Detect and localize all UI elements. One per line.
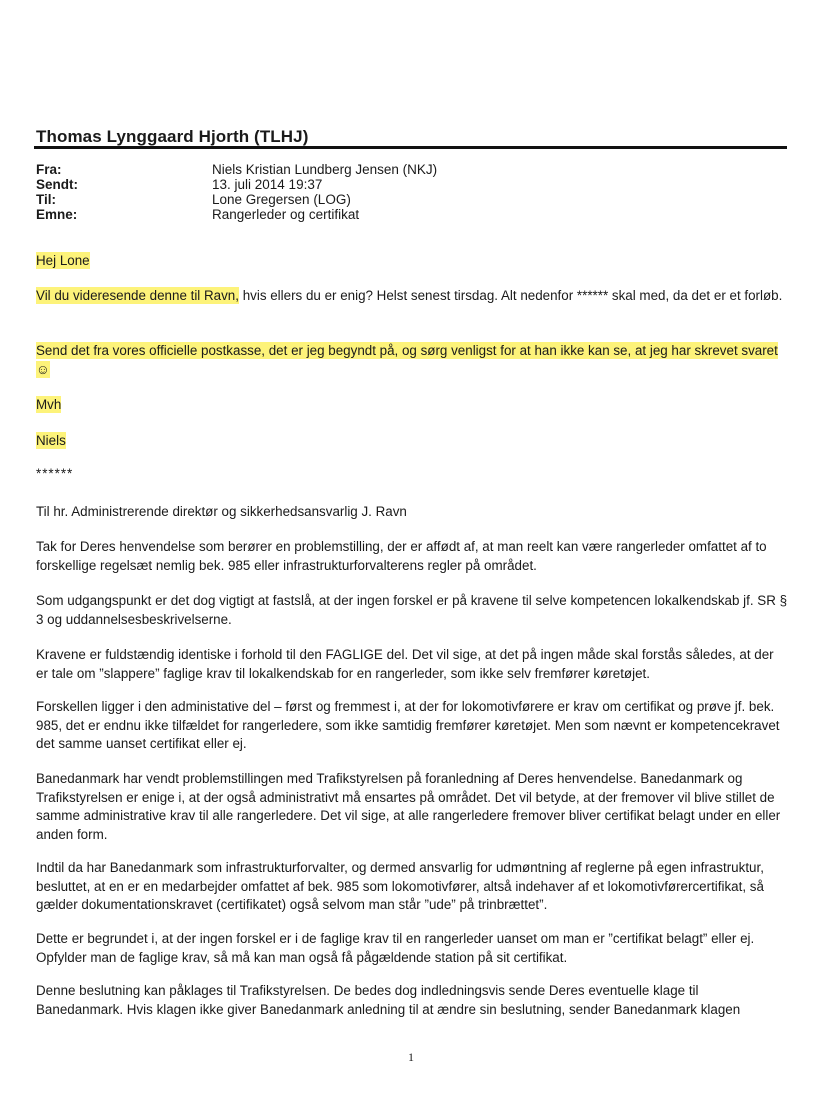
paragraph: Kravene er fuldstændig identiske i forhold til den FAGLIGE del. Det vil sige, at det på ingen måde skal forstås således, at der er tale om ”slappere” faglige krav til lokalkendskab for en rangerleder, som ikke selv fremfører køretøjet. — [36, 647, 774, 681]
paragraph-send-instructions — [36, 342, 781, 379]
paragraph: Tak for Deres henvendelse som berører en problemstilling, der er affødt af, at man reelt kan være rangerleder omfattet af to forskellige regelsæt nemlig bek. 985 eller infrastrukturforvalterens regler på området. — [36, 539, 767, 573]
paragraph: Forskellen ligger i den administative del – først og fremmest i, at der for lokomotivførere er krav om certifikat og prøve jf. bek. 985, det er endnu ikke tilfældet for rangerledere, som ikke samtidig fremfører køretøjet. Men som nævnt er kompetencekravet det samme uanset certifikat eller ej. — [36, 699, 780, 752]
paragraph-forward-request: Vil du videresende denne til Ravn, hvis ellers du er enig? Helst senest tirsdag. Alt nedenfor ****** skal med, da det er et forløb. — [36, 288, 783, 303]
header-label: Fra: — [36, 162, 62, 177]
sender-name: Thomas Lynggaard Hjorth (TLHJ) — [36, 127, 309, 146]
separator: ****** — [36, 466, 74, 481]
header-label: Emne: — [36, 207, 78, 222]
paragraph: Denne beslutning kan påklages til Trafikstyrelsen. De bedes dog indledningsvis sende Deres eventuelle klage til Banedanmark. Hvis klagen ikke giver Banedanmark anledning til at ændre sin beslutning, sender Banedanmark klagen — [36, 983, 741, 1017]
paragraph: Som udgangspunkt er det dog vigtigt at fastslå, at der ingen forskel er på kravene til selve kompetencen lokalkendskab jf. SR § 3 og uddannelsesbeskrivelserne. — [36, 593, 788, 627]
highlighted-text: Vil du videresende denne til Ravn, — [36, 288, 239, 303]
header-value: Rangerleder og certifikat — [212, 207, 360, 222]
paragraph: Indtil da har Banedanmark som infrastrukturforvalter, og dermed ansvarlig for udmøntning af reglerne på egen infrastruktur, besluttet, at en er en medarbejder omfattet af bek. 985 som lokomotivfører, altså indehaver af et lokomotivførercertifikat, så gælder dokumentationskravet (certifikatet) også selvom man står ”ude” på trinbrættet”. — [36, 860, 764, 913]
header-rule — [34, 146, 787, 149]
signature: Niels — [36, 433, 66, 448]
header-value: Lone Gregersen (LOG) — [212, 192, 351, 207]
paragraph: Dette er begrundet i, at der ingen forskel er i de faglige krav til en rangerleder uanset om man er ”certifikat belagt” eller ej. Opfylder man de faglige krav, så må kan man også få pågældende station på sit certifikat. — [36, 931, 755, 965]
header-value: Niels Kristian Lundberg Jensen (NKJ) — [212, 162, 438, 177]
paragraph: Banedanmark har vendt problemstillingen med Trafikstyrelsen på foranledning af Deres henvendelse. Banedanmark og Trafikstyrelsen er enige i, at der også administrativt må ensartes på området. Det vil betyde, at der fremover vil blive stillet de samme administrative krav til alle rangerledere. Det vil sige, at alle rangerledere fremover bliver certifikat belagt under en eller anden form. — [36, 771, 781, 842]
page-number: 1 — [408, 1050, 414, 1064]
greeting: Hej Lone — [36, 253, 90, 268]
header-value: 13. juli 2014 19:37 — [212, 177, 323, 192]
header-label: Til: — [36, 192, 56, 207]
highlighted-text: Send det fra vores officielle postkasse, det er jeg begyndt på, og sørg venligst for at han ikke kan se, at jeg har skrevet svaret ☺ — [36, 343, 778, 377]
header-label: Sendt: — [36, 177, 78, 192]
regards: Mvh — [36, 397, 62, 412]
paragraph: Til hr. Administrerende direktør og sikkerhedsansvarlig J. Ravn — [36, 504, 407, 519]
